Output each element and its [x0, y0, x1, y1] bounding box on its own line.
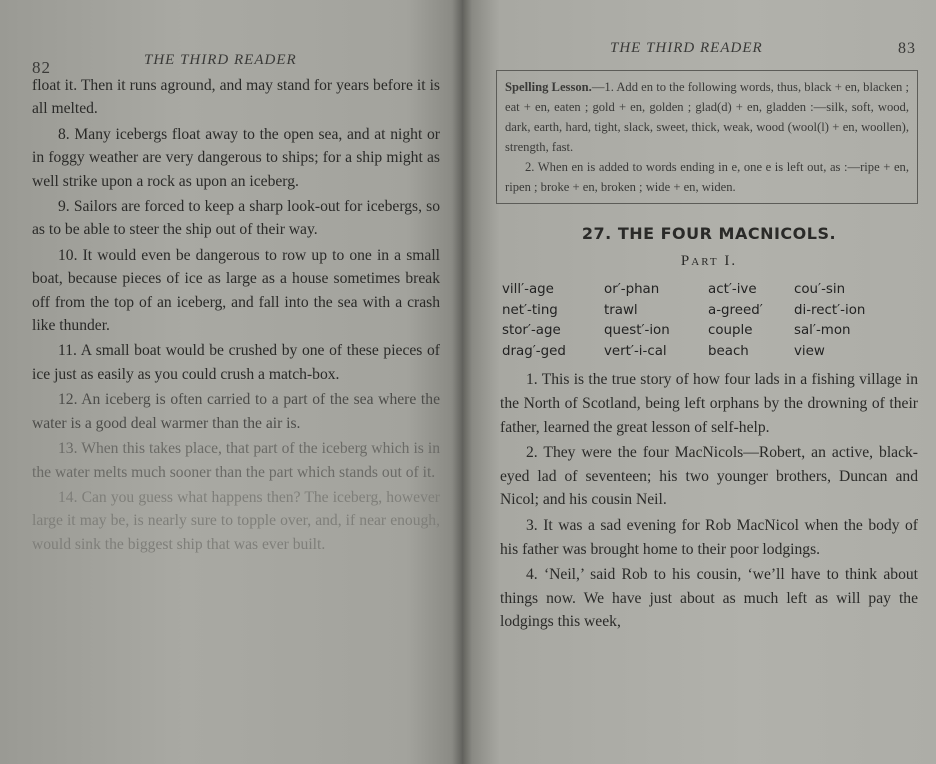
- left-paragraph: 9. Sailors are forced to keep a sharp look-out for icebergs, so as to be able to steer the ship out of their way.: [32, 198, 440, 239]
- left-paragraph: 13. When this takes place, that part of the iceberg which is in the water melts much sooner than the part which stands out of it.: [32, 440, 440, 481]
- book-gutter: [452, 0, 472, 764]
- word-list-item: vill′-age: [502, 282, 554, 297]
- word-list-item: or′-phan: [604, 282, 660, 297]
- right-paragraph: 3. It was a sad evening for Rob MacNicol when the body of his father was brought home to their poor lodgings.: [500, 516, 918, 558]
- word-list-item: view: [794, 343, 825, 359]
- word-list-item: trawl: [604, 302, 638, 318]
- left-page: [0, 0, 462, 764]
- word-list: [502, 280, 918, 362]
- right-running-head: [500, 40, 918, 70]
- word-list-item: cou′-sin: [794, 282, 846, 297]
- word-list-item: sal′-mon: [794, 323, 851, 339]
- word-list-item: net′-ting: [502, 302, 558, 318]
- right-paragraph: 4. ‘Neil,’ said Rob to his cousin, ‘we’ll have to think about things now. We have just about as much left as will pay the lodgings this week,: [500, 566, 918, 631]
- left-paragraph: 12. An iceberg is often carried to a part of the sea where the water is a good deal warmer than the air is.: [32, 391, 440, 432]
- spelling-lesson-heading: Spelling Lesson.: [505, 80, 592, 94]
- spelling-rule-1: [505, 77, 909, 157]
- word-list-item: drag′-ged: [502, 343, 566, 359]
- word-list-item: stor′-age: [502, 323, 561, 339]
- word-list-item: a-greed′: [708, 302, 763, 318]
- right-page: [462, 0, 936, 764]
- word-list-item: di-rect′-ion: [794, 302, 866, 318]
- right-paragraph: 2. They were the four MacNicols—Robert, an active, black-eyed lad of seventeen; his two younger brothers, Duncan and Nicol; and his cousin Neil.: [500, 444, 918, 509]
- word-list-item: quest′-ion: [604, 323, 670, 339]
- word-list-item: act′-ive: [708, 282, 757, 297]
- word-list-item: couple: [708, 323, 753, 339]
- chapter-title: 27. THE FOUR MACNICOLS.: [581, 224, 837, 243]
- right-running-title: THE THIRD READER: [610, 40, 763, 56]
- left-running-title: THE THIRD READER: [144, 52, 297, 68]
- left-paragraph: 14. Can you guess what happens then? The iceberg, however large it may be, is nearly sure to topple over, and, if near enough, would sink the biggest ship that was ever built.: [32, 488, 440, 553]
- right-page-number: 83: [898, 40, 916, 57]
- right-paragraph: 1. This is the true story of how four lads in a fishing village in the North of Scotland, being left orphans by the drowning of their father, learned the great lesson of self-help.: [500, 371, 918, 436]
- part-title: Part I.: [680, 253, 738, 269]
- word-list-item: vert′-i-cal: [604, 343, 667, 359]
- spelling-lesson-box: [496, 70, 918, 204]
- left-page-number: 82: [32, 58, 51, 77]
- spelling-rule-1-text: —1. Add en to the following words, thus, black + en, blacken ; eat + en, eaten ; gold + en, golden ; glad(d) + en, gladden :—silk, soft, wood, dark, earth, hard, tight, slack, sweet, thick, weak, wood (wool(l) + en, woollen), strength, fast.: [505, 80, 909, 154]
- word-list-item: beach: [708, 343, 749, 359]
- left-paragraph: float it. Then it runs aground, and may stand for years before it is all melted.: [32, 77, 440, 118]
- left-paragraph: 10. It would even be dangerous to row up to one in a small boat, because pieces of ice as large as a house sometimes break off from the top of an iceberg, and fall into the sea with a crash like thunder.: [32, 246, 440, 335]
- left-running-head: [32, 44, 440, 77]
- left-paragraph: 8. Many icebergs float away to the open sea, and at night or in foggy weather are very dangerous to ships; for a ship might as well strike upon a rock as upon an iceberg.: [32, 125, 440, 190]
- spelling-rule-2: 2. When en is added to words ending in e, one e is left out, as :—ripe + en, ripen ; broke + en, broken ; wide + en, widen.: [505, 160, 909, 194]
- left-paragraph: 11. A small boat would be crushed by one of these pieces of ice just as easily as you could crush a match-box.: [32, 342, 440, 383]
